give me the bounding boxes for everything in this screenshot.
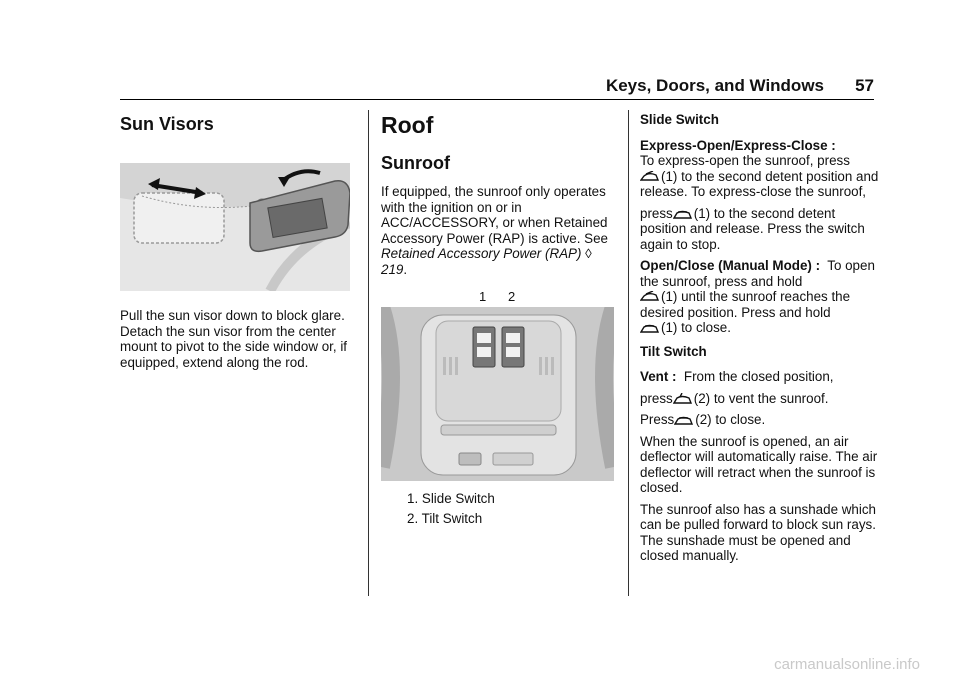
sun-visors-heading: Sun Visors [120, 114, 214, 134]
manual-term: Open/Close (Manual Mode) : [640, 258, 821, 273]
column-switches [640, 108, 880, 570]
express-paragraph-2: press (1) to the second detent position and release. Press the switch again to stop. [640, 205, 865, 252]
manual-mode-paragraph: Open/Close (Manual Mode) : To open the sunroof, press and hold (1) until the sunroof reaches the desired position. Press and hold (1) to close. [640, 258, 875, 335]
rap-link[interactable]: Retained Accessory Power (RAP) [381, 246, 582, 261]
sunroof-heading: Sunroof [381, 153, 450, 173]
vent-paragraph: Vent : From the closed position, [640, 369, 834, 384]
legend-item-slide-switch: 1. Slide Switch [407, 491, 495, 506]
sunroof-console-illustration [381, 307, 614, 481]
express-paragraph-1: Express-Open/Express-Close : To express-open the sunroof, press (1) to the second detent position and release. To express-close the sunroof, [640, 137, 879, 199]
air-deflector-paragraph: When the sunroof is opened, an air deflector will automatically raise. The air deflector will retract when the sunroof is closed. [640, 433, 878, 495]
column-divider-1 [368, 110, 369, 596]
rap-page-ref[interactable]: 219 [381, 261, 404, 277]
sunroof-intro: If equipped, the sunroof only operates with the ignition on or in ACC/ACCESSORY, or when Retained Accessory Power (RAP) is active. See Retained Accessory Power (RAP) ◊ 219. [381, 184, 608, 277]
watermark: carmanualsonline.info [774, 656, 920, 673]
sunroof-tilt-icon [673, 393, 692, 405]
page-ref-icon: ◊ [585, 246, 592, 261]
callout-2: 2 [508, 289, 516, 304]
page-number: 57 [855, 76, 874, 95]
sunroof-close-icon [640, 322, 659, 334]
legend-item-tilt-switch: 2. Tilt Switch [407, 511, 483, 526]
sunroof-open-icon [640, 171, 659, 183]
figure-legend [407, 491, 615, 526]
sunshade-paragraph: The sunroof also has a sunshade which can be pulled forward to block sun rays. The sunshade must be opened and closed manually. [640, 501, 876, 563]
sunroof-close-icon [674, 414, 693, 426]
header-rule [120, 99, 874, 100]
column-sun-visors [120, 108, 354, 376]
tilt-switch-heading: Tilt Switch [640, 343, 707, 359]
vent-paragraph-3: Press (2) to close. [640, 412, 766, 427]
figure-callouts [381, 289, 615, 307]
vent-term: Vent : [640, 369, 677, 384]
callout-1: 1 [479, 289, 487, 304]
sunroof-close-icon [673, 208, 692, 220]
page-header [120, 76, 874, 106]
sun-visor-illustration [120, 163, 350, 291]
vent-paragraph-2: press (2) to vent the sunroof. [640, 390, 829, 406]
column-roof [381, 108, 615, 531]
sun-visors-body: Pull the sun visor down to block glare. Detach the sun visor from the center mount to pivot to the side window or, if equipped, extend along the rod. [120, 308, 348, 370]
column-divider-2 [628, 110, 629, 596]
express-term: Express-Open/Express-Close : [640, 137, 836, 153]
sunroof-open-icon [640, 291, 659, 303]
header-title: Keys, Doors, and Windows [605, 76, 824, 95]
roof-heading: Roof [381, 112, 434, 138]
slide-switch-heading: Slide Switch [640, 112, 719, 127]
